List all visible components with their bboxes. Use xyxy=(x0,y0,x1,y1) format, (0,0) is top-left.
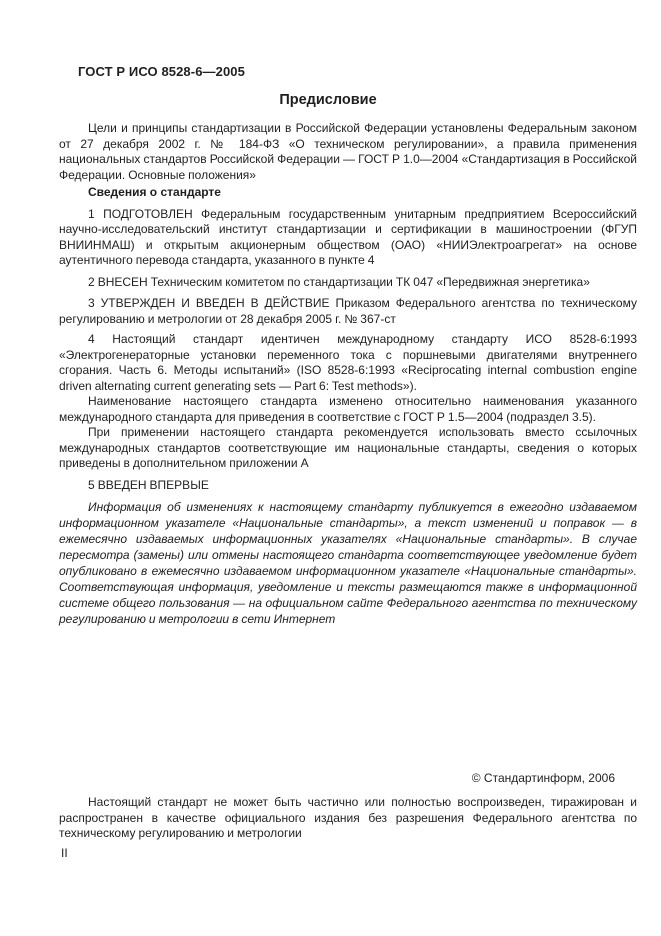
standard-info-item-4-paragraph-2: Наименование настоящего стандарта изменено относительно наименования указанного международного стандарта для приведения в соответствие с ГОСТ Р 1.5—2004 (подраздел 3.5). xyxy=(59,394,637,424)
section-heading: Сведения о стандарте xyxy=(88,185,221,199)
standard-code-header: ГОСТ Р ИСО 8528-6—2005 xyxy=(78,64,245,79)
reproduction-notice-paragraph: Настоящий стандарт не может быть частично или полностью воспроизведен, тиражирован и распространен в качестве официального издания без разрешения Федерального агентства по техническому регулированию и метрологии xyxy=(59,795,637,840)
standard-info-item-3: 3 УТВЕРЖДЕН И ВВЕДЕН В ДЕЙСТВИЕ Приказом Федерального агентства по техническому регулированию и метрологии от 28 декабря 2005 г. № 367-ст xyxy=(59,296,637,326)
standard-info-item-4-paragraph-1: 4 Настоящий стандарт идентичен международному стандарту ИСО 8528-6:1993 «Электрогенераторные установки переменного тока с поршневыми двигателями внутреннего сгорания. Часть 6. Методы испытаний» (ISO 8528-6:1993 «Reciprocating internal combustion engine driven alternating current generating sets — Part 6: Test methods»). xyxy=(59,332,637,393)
publication-note-paragraph: Информация об изменениях к настоящему стандарту публикуется в ежегодно издаваемом информационном указателе «Национальные стандарты», а текст изменений и поправок — в ежемесячно издаваемых информационных указателях «Национальные стандарты». В случае пересмотра (замены) или отмены настоящего стандарта соответствующее уведомление будет опубликовано в ежемесячно издаваемом информационном указателе «Национальные стандарты». Соответствующая информация, уведомление и тексты размещаются также в информационной системе общего пользования — на официальном сайте Федерального агентства по техническому регулированию и метрологии в сети Интернет xyxy=(59,500,637,626)
standardization-goals-paragraph: Цели и принципы стандартизации в Российской Федерации установлены Федеральным законом от 27 декабря 2002 г. № 184-ФЗ «О техническом регулировании», а правила применения национальных стандартов Российской Федерации — ГОСТ Р 1.0—2004 «Стандартизация в Российской Федерации. Основные положения» xyxy=(59,121,637,182)
page-number: II xyxy=(61,846,68,860)
standard-info-item-1: 1 ПОДГОТОВЛЕН Федеральным государственным унитарным предприятием Всероссийский научно-исследовательский институт стандартизации и сертификации в машиностроении (ФГУП ВНИИНМАШ) и открытым акционерным обществом (ОАО) «НИИЭлектроагрегат» на основе аутентичного перевода стандарта, указанного в пункте 4 xyxy=(59,206,637,267)
standard-info-item-5: 5 ВВЕДЕН ВПЕРВЫЕ xyxy=(88,477,209,492)
copyright-line: © Стандартинформ, 2006 xyxy=(471,771,615,785)
page-content xyxy=(59,64,637,627)
standard-info-item-4-paragraph-3: При применении настоящего стандарта рекомендуется использовать вместо ссылочных международных стандартов соответствующие им национальные стандарты, сведения о которых приведены в дополнительном приложении А xyxy=(59,425,637,470)
standard-info-item-2: 2 ВНЕСЕН Техническим комитетом по стандартизации ТК 047 «Передвижная энергетика» xyxy=(88,274,590,289)
page-title: Предисловие xyxy=(279,92,377,108)
standard-info-item-4 xyxy=(59,332,637,472)
